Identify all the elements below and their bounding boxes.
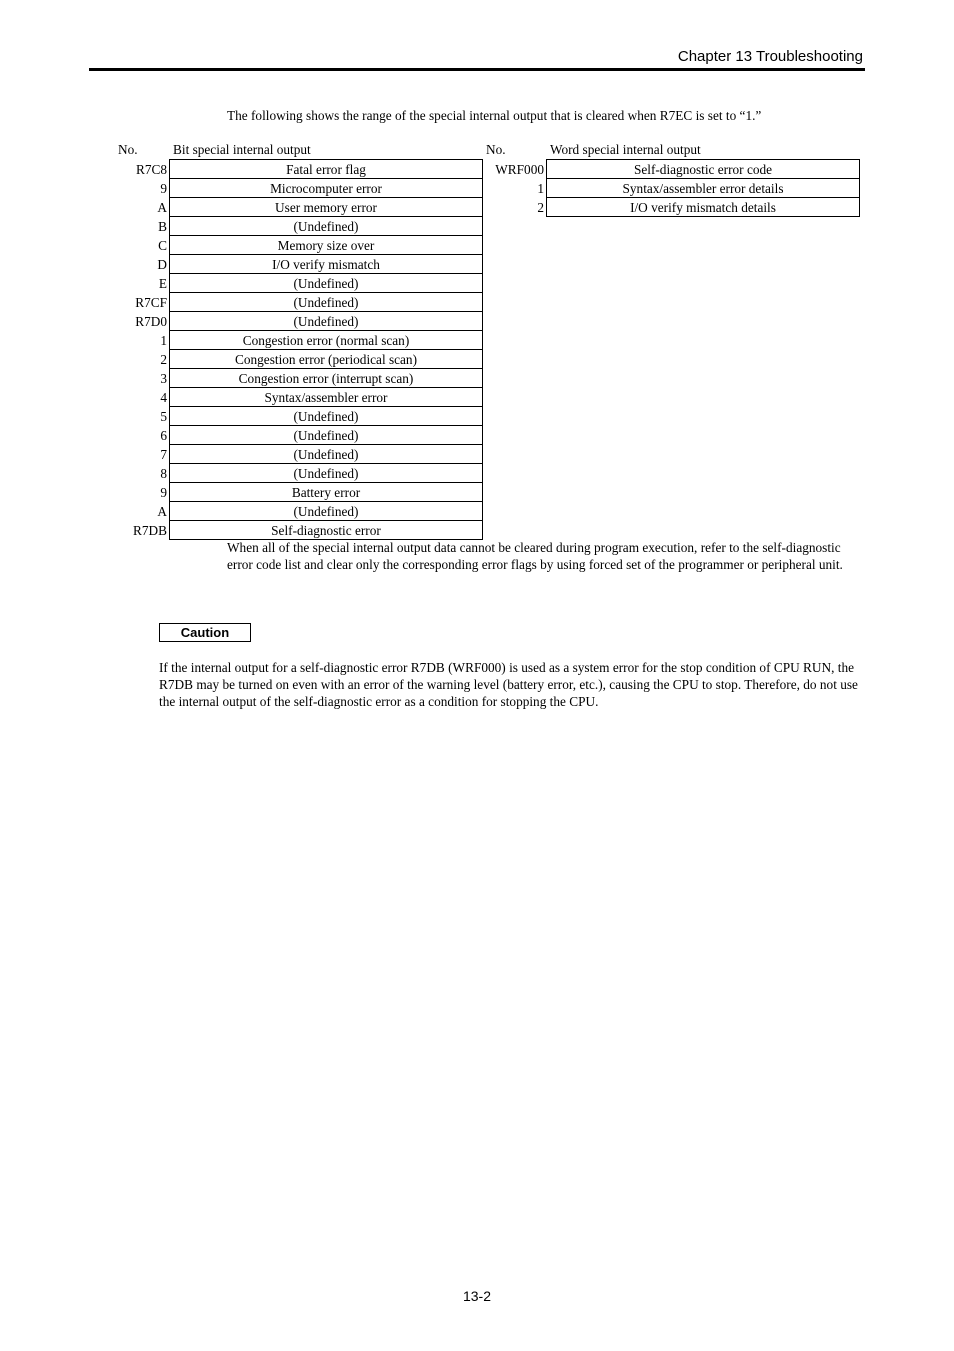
table-row [486,160,860,179]
table-row [110,331,483,350]
register-number: 2 [160,351,167,367]
register-description: (Undefined) [170,217,483,236]
word-table-title: Word special internal output [550,142,701,157]
chapter-header: Chapter 13 Troubleshooting [677,48,863,65]
bit-table-title: Bit special internal output [173,142,311,157]
table-row [110,293,483,312]
register-description: Syntax/assembler error details [547,179,860,198]
register-description: (Undefined) [170,502,483,521]
bit-no-header: No. [118,142,138,157]
caution-label: Caution [159,623,251,642]
table-row [110,255,483,274]
register-number: 5 [160,408,167,424]
register-number: 9 [160,180,167,196]
register-number: 1 [160,332,167,348]
register-number: R7CF [135,294,167,310]
register-description: Syntax/assembler error [170,388,483,407]
register-description: Congestion error (periodical scan) [170,350,483,369]
table-row [110,521,483,540]
register-description: User memory error [170,198,483,217]
register-number: 2 [537,199,544,215]
register-number: E [158,275,167,291]
register-description: Self-diagnostic error code [547,160,860,179]
register-number: 3 [160,370,167,386]
clear-note-paragraph: When all of the special internal output data cannot be cleared during program execution, refer to the self-diagnostic error code list and clear only the corresponding error flags by using forced set of the programmer or peripheral unit. [227,540,843,572]
register-description: Self-diagnostic error [170,521,483,540]
bit-special-output-table [110,159,483,540]
header-divider [89,68,865,71]
caution-paragraph: If the internal output for a self-diagnostic error R7DB (WRF000) is used as a system error for the stop condition of CPU RUN, the R7DB may be turned on even with an error of the warning level (battery error, etc.), causing the CPU to stop. Therefore, do not use the internal output of the self-diagnostic error as a condition for stopping the CPU. [159,660,858,709]
register-number: 4 [160,389,167,405]
table-row [110,312,483,331]
register-description: Memory size over [170,236,483,255]
register-number: A [157,503,167,519]
register-description: Congestion error (normal scan) [170,331,483,350]
register-description: (Undefined) [170,426,483,445]
register-number: B [158,218,167,234]
register-description: (Undefined) [170,445,483,464]
register-number: 9 [160,484,167,500]
table-row [486,198,860,217]
register-number: R7C8 [135,161,167,177]
table-row [110,426,483,445]
register-number: 7 [160,446,167,462]
register-description: (Undefined) [170,274,483,293]
register-description: Congestion error (interrupt scan) [170,369,483,388]
table-row [110,369,483,388]
register-number: R7D0 [135,313,167,329]
register-number: A [157,199,167,215]
register-description: (Undefined) [170,293,483,312]
table-row [110,160,483,179]
register-number: 6 [160,427,167,443]
word-no-header: No. [486,142,506,157]
register-number: R7DB [133,522,167,538]
page-number: 13-2 [462,1288,492,1304]
register-description: (Undefined) [170,407,483,426]
table-row [110,217,483,236]
register-description: Microcomputer error [170,179,483,198]
register-description: I/O verify mismatch details [547,198,860,217]
table-row [110,483,483,502]
register-number: 1 [537,180,544,196]
register-description: Fatal error flag [170,160,483,179]
table-row [110,198,483,217]
register-number: C [158,237,167,253]
register-description: (Undefined) [170,312,483,331]
register-number: WRF000 [495,161,544,177]
register-description: I/O verify mismatch [170,255,483,274]
table-row [110,388,483,407]
table-row [110,502,483,521]
intro-paragraph: The following shows the range of the special internal output that is cleared when R7EC is set to “1.” [227,108,762,123]
register-description: Battery error [170,483,483,502]
table-row [110,407,483,426]
table-row [110,350,483,369]
table-row [110,464,483,483]
table-row [110,179,483,198]
register-description: (Undefined) [170,464,483,483]
table-row [110,274,483,293]
register-number: D [157,256,167,272]
table-row [110,236,483,255]
table-row [110,445,483,464]
table-row [486,179,860,198]
register-number: 8 [160,465,167,481]
word-special-output-table [486,159,860,217]
